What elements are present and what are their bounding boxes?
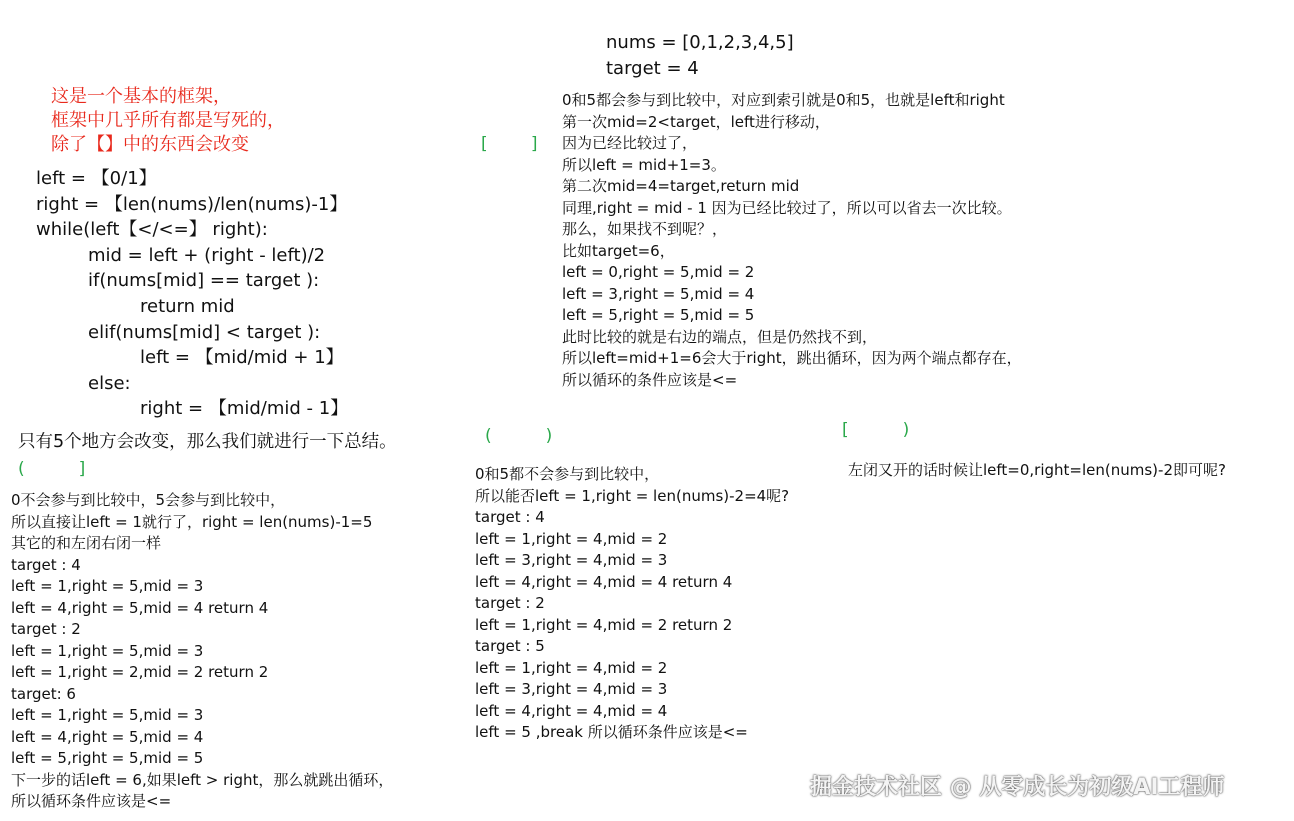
watermark-text: 掘金技术社区 @ 从零成长为初级AI工程师: [810, 775, 1225, 800]
nums-line: nums = [0,1,2,3,4,5]: [606, 32, 794, 53]
framework-note-line: 这是一个基本的框架，: [51, 86, 231, 107]
note-line: 0和5都会参与到比较中，对应到索引就是0和5，也就是left和right: [562, 91, 1005, 109]
example-input: [606, 30, 794, 82]
note-line: left = 4,right = 5,mid = 4: [11, 727, 204, 746]
code-line: elif(nums[mid] < target ):: [88, 321, 321, 343]
code-line: return mid: [140, 295, 235, 317]
note-line: 其它的和左闭右闭一样: [11, 534, 162, 552]
note-line: target : 4: [11, 555, 81, 574]
note-line: left = 5,right = 5,mid = 5: [11, 749, 204, 767]
note-line: left = 4,right = 5,mid = 4 return 4: [11, 598, 269, 617]
closed-closed-bracket: [481, 134, 538, 154]
code-line: while(left【</<=】 right):: [36, 219, 268, 241]
note-line: left = 1,right = 5,mid = 3: [11, 706, 204, 724]
note-line: left = 1,right = 4,mid = 2: [475, 529, 668, 548]
note-line: target : 2: [11, 620, 81, 638]
note-line: left = 3,right = 4,mid = 3: [475, 680, 668, 698]
open-closed-notes: [11, 490, 393, 813]
note-line: 0和5都不会参与到比较中，: [475, 465, 660, 483]
note-line: left = 4,right = 4,mid = 4 return 4: [475, 572, 733, 591]
code-line: right = 【mid/mid - 1】: [140, 398, 349, 420]
note-line: left = 5,right = 5,mid = 5: [562, 306, 755, 324]
summary-line: 只有5个地方会改变，那么我们就进行一下总结。: [18, 432, 397, 452]
note-line: left = 3,right = 4,mid = 3: [475, 551, 668, 569]
closed-closed-bracket-label: [ ]: [481, 134, 538, 154]
note-line: left = 4,right = 4,mid = 4: [475, 701, 668, 720]
note-line: 所以能否left = 1,right = len(nums)-2=4呢?: [475, 486, 790, 505]
note-line: 所以循环条件应该是<=: [11, 792, 172, 810]
note-line: left = 0,right = 5,mid = 2: [562, 263, 755, 281]
framework-note-line: 框架中几乎所有都是写死的，: [51, 110, 285, 131]
open-open-bracket: [485, 426, 552, 446]
code-line: mid = left + (right - left)/2: [88, 244, 326, 266]
closed-closed-notes: [562, 90, 1022, 391]
summary-text: [18, 430, 397, 454]
closed-open-bracket-label: [ ): [842, 420, 910, 440]
note-line: target : 5: [475, 637, 545, 655]
code-line: right = 【len(nums)/len(nums)-1】: [36, 193, 348, 215]
note-line: 第二次mid=4=target,return mid: [562, 177, 800, 195]
note-line: 同理,right = mid - 1 因为已经比较过了，所以可以省去一次比较。: [562, 198, 1012, 217]
closed-open-bracket: [842, 420, 909, 440]
code-line: left = 【mid/mid + 1】: [140, 347, 344, 369]
note-line: left = 1,right = 5,mid = 3: [11, 641, 204, 660]
note-line: left = 3,right = 5,mid = 4: [562, 284, 755, 303]
framework-note-line: 除了【】中的东西会改变: [51, 134, 249, 155]
binary-search-template: [36, 166, 348, 422]
open-open-notes: [475, 464, 789, 744]
note-line: target : 2: [475, 594, 545, 612]
note-line: 所以循环的条件应该是<=: [562, 370, 738, 389]
code-line: else:: [88, 372, 131, 394]
open-open-bracket-label: ( ): [485, 426, 553, 446]
note-line: 所以left = mid+1=3。: [562, 155, 726, 174]
note-line: target : 4: [475, 508, 545, 526]
open-closed-bracket-label: ( ]: [18, 459, 86, 479]
note-line: 比如target=6，: [562, 241, 675, 260]
note-line: left = 1,right = 2,mid = 2 return 2: [11, 663, 269, 681]
note-line: 那么，如果找不到呢？，: [562, 220, 728, 238]
note-line: left = 1,right = 4,mid = 2: [475, 658, 668, 677]
note-line: left = 5 ,break 所以循环条件应该是<=: [475, 723, 748, 741]
note-line: 第一次mid=2<target，left进行移动，: [562, 112, 830, 131]
code-line: left = 【0/1】: [36, 168, 157, 189]
closed-open-notes: [848, 460, 1226, 482]
note-line: 因为已经比较过了，: [562, 134, 698, 152]
note-line: 所以left=mid+1=6会大于right，跳出循环，因为两个端点都存在，: [562, 349, 1022, 367]
note-line: left = 1,right = 5,mid = 3: [11, 577, 204, 595]
note-line: left = 1,right = 4,mid = 2 return 2: [475, 615, 733, 634]
watermark: [810, 770, 1225, 801]
target-line: target = 4: [606, 58, 699, 79]
note-line: 此时比较的就是右边的端点，但是仍然找不到，: [562, 327, 878, 346]
note-line: 左闭又开的话时候让left=0,right=len(nums)-2即可呢?: [848, 461, 1226, 479]
open-closed-bracket: [18, 459, 85, 479]
note-line: 0不会参与到比较中，5会参与到比较中，: [11, 491, 286, 509]
note-line: target: 6: [11, 684, 76, 703]
code-line: if(nums[mid] == target ):: [88, 270, 320, 292]
note-line: 所以直接让left = 1就行了，right = len(nums)-1=5: [11, 512, 373, 531]
note-line: 下一步的话left = 6,如果left > right，那么就跳出循环，: [11, 770, 394, 789]
framework-note: [51, 85, 285, 157]
